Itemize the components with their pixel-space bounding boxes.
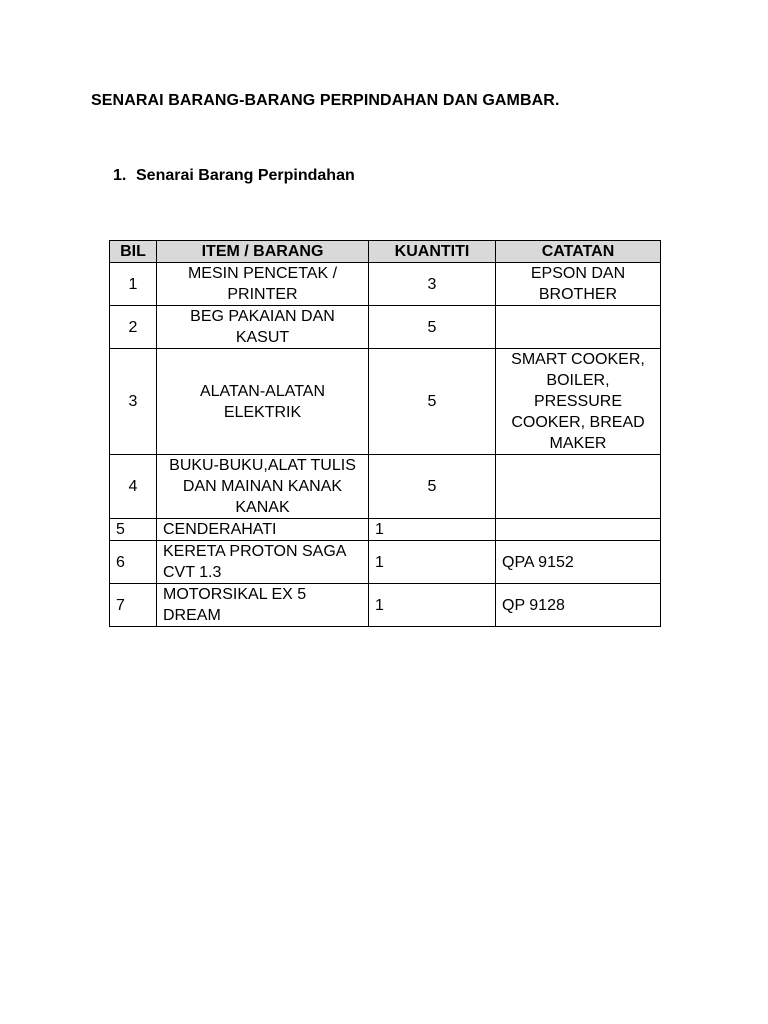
- cell-item: KERETA PROTON SAGA CVT 1.3: [157, 541, 369, 584]
- header-catatan: CATATAN: [496, 241, 661, 263]
- table-row: [110, 519, 661, 541]
- table-row: [110, 349, 661, 455]
- cell-item: BUKU-BUKU,ALAT TULIS DAN MAINAN KANAK KANAK: [157, 455, 369, 519]
- cell-catatan: EPSON DAN BROTHER: [496, 263, 661, 306]
- moving-items-table: [109, 240, 661, 627]
- cell-bil: 7: [110, 584, 157, 627]
- cell-kuantiti: 5: [369, 349, 496, 455]
- header-item: ITEM / BARANG: [157, 241, 369, 263]
- cell-catatan: QPA 9152: [496, 541, 661, 584]
- cell-kuantiti: 5: [369, 455, 496, 519]
- cell-catatan: QP 9128: [496, 584, 661, 627]
- section-heading: [113, 167, 355, 185]
- section-heading-text: Senarai Barang Perpindahan: [136, 167, 355, 184]
- header-bil: BIL: [110, 241, 157, 263]
- table-row: [110, 455, 661, 519]
- table-header-row: [110, 241, 661, 263]
- cell-catatan: [496, 306, 661, 349]
- cell-item: MESIN PENCETAK / PRINTER: [157, 263, 369, 306]
- cell-kuantiti: 1: [369, 519, 496, 541]
- cell-bil: 6: [110, 541, 157, 584]
- table-row: [110, 584, 661, 627]
- cell-kuantiti: 3: [369, 263, 496, 306]
- cell-bil: 2: [110, 306, 157, 349]
- cell-catatan: [496, 455, 661, 519]
- table-row: [110, 541, 661, 584]
- cell-catatan: SMART COOKER, BOILER, PRESSURE COOKER, BREAD MAKER: [496, 349, 661, 455]
- document-title: SENARAI BARANG-BARANG PERPINDAHAN DAN GAMBAR.: [91, 92, 560, 109]
- cell-item: MOTORSIKAL EX 5 DREAM: [157, 584, 369, 627]
- table-row: [110, 263, 661, 306]
- cell-bil: 4: [110, 455, 157, 519]
- cell-catatan: [496, 519, 661, 541]
- cell-kuantiti: 1: [369, 541, 496, 584]
- cell-kuantiti: 1: [369, 584, 496, 627]
- table-row: [110, 306, 661, 349]
- cell-kuantiti: 5: [369, 306, 496, 349]
- cell-item: BEG PAKAIAN DAN KASUT: [157, 306, 369, 349]
- cell-bil: 5: [110, 519, 157, 541]
- cell-item: ALATAN-ALATAN ELEKTRIK: [157, 349, 369, 455]
- header-kuantiti: KUANTITI: [369, 241, 496, 263]
- cell-item: CENDERAHATI: [157, 519, 369, 541]
- cell-bil: 3: [110, 349, 157, 455]
- section-number: 1.: [113, 167, 127, 184]
- cell-bil: 1: [110, 263, 157, 306]
